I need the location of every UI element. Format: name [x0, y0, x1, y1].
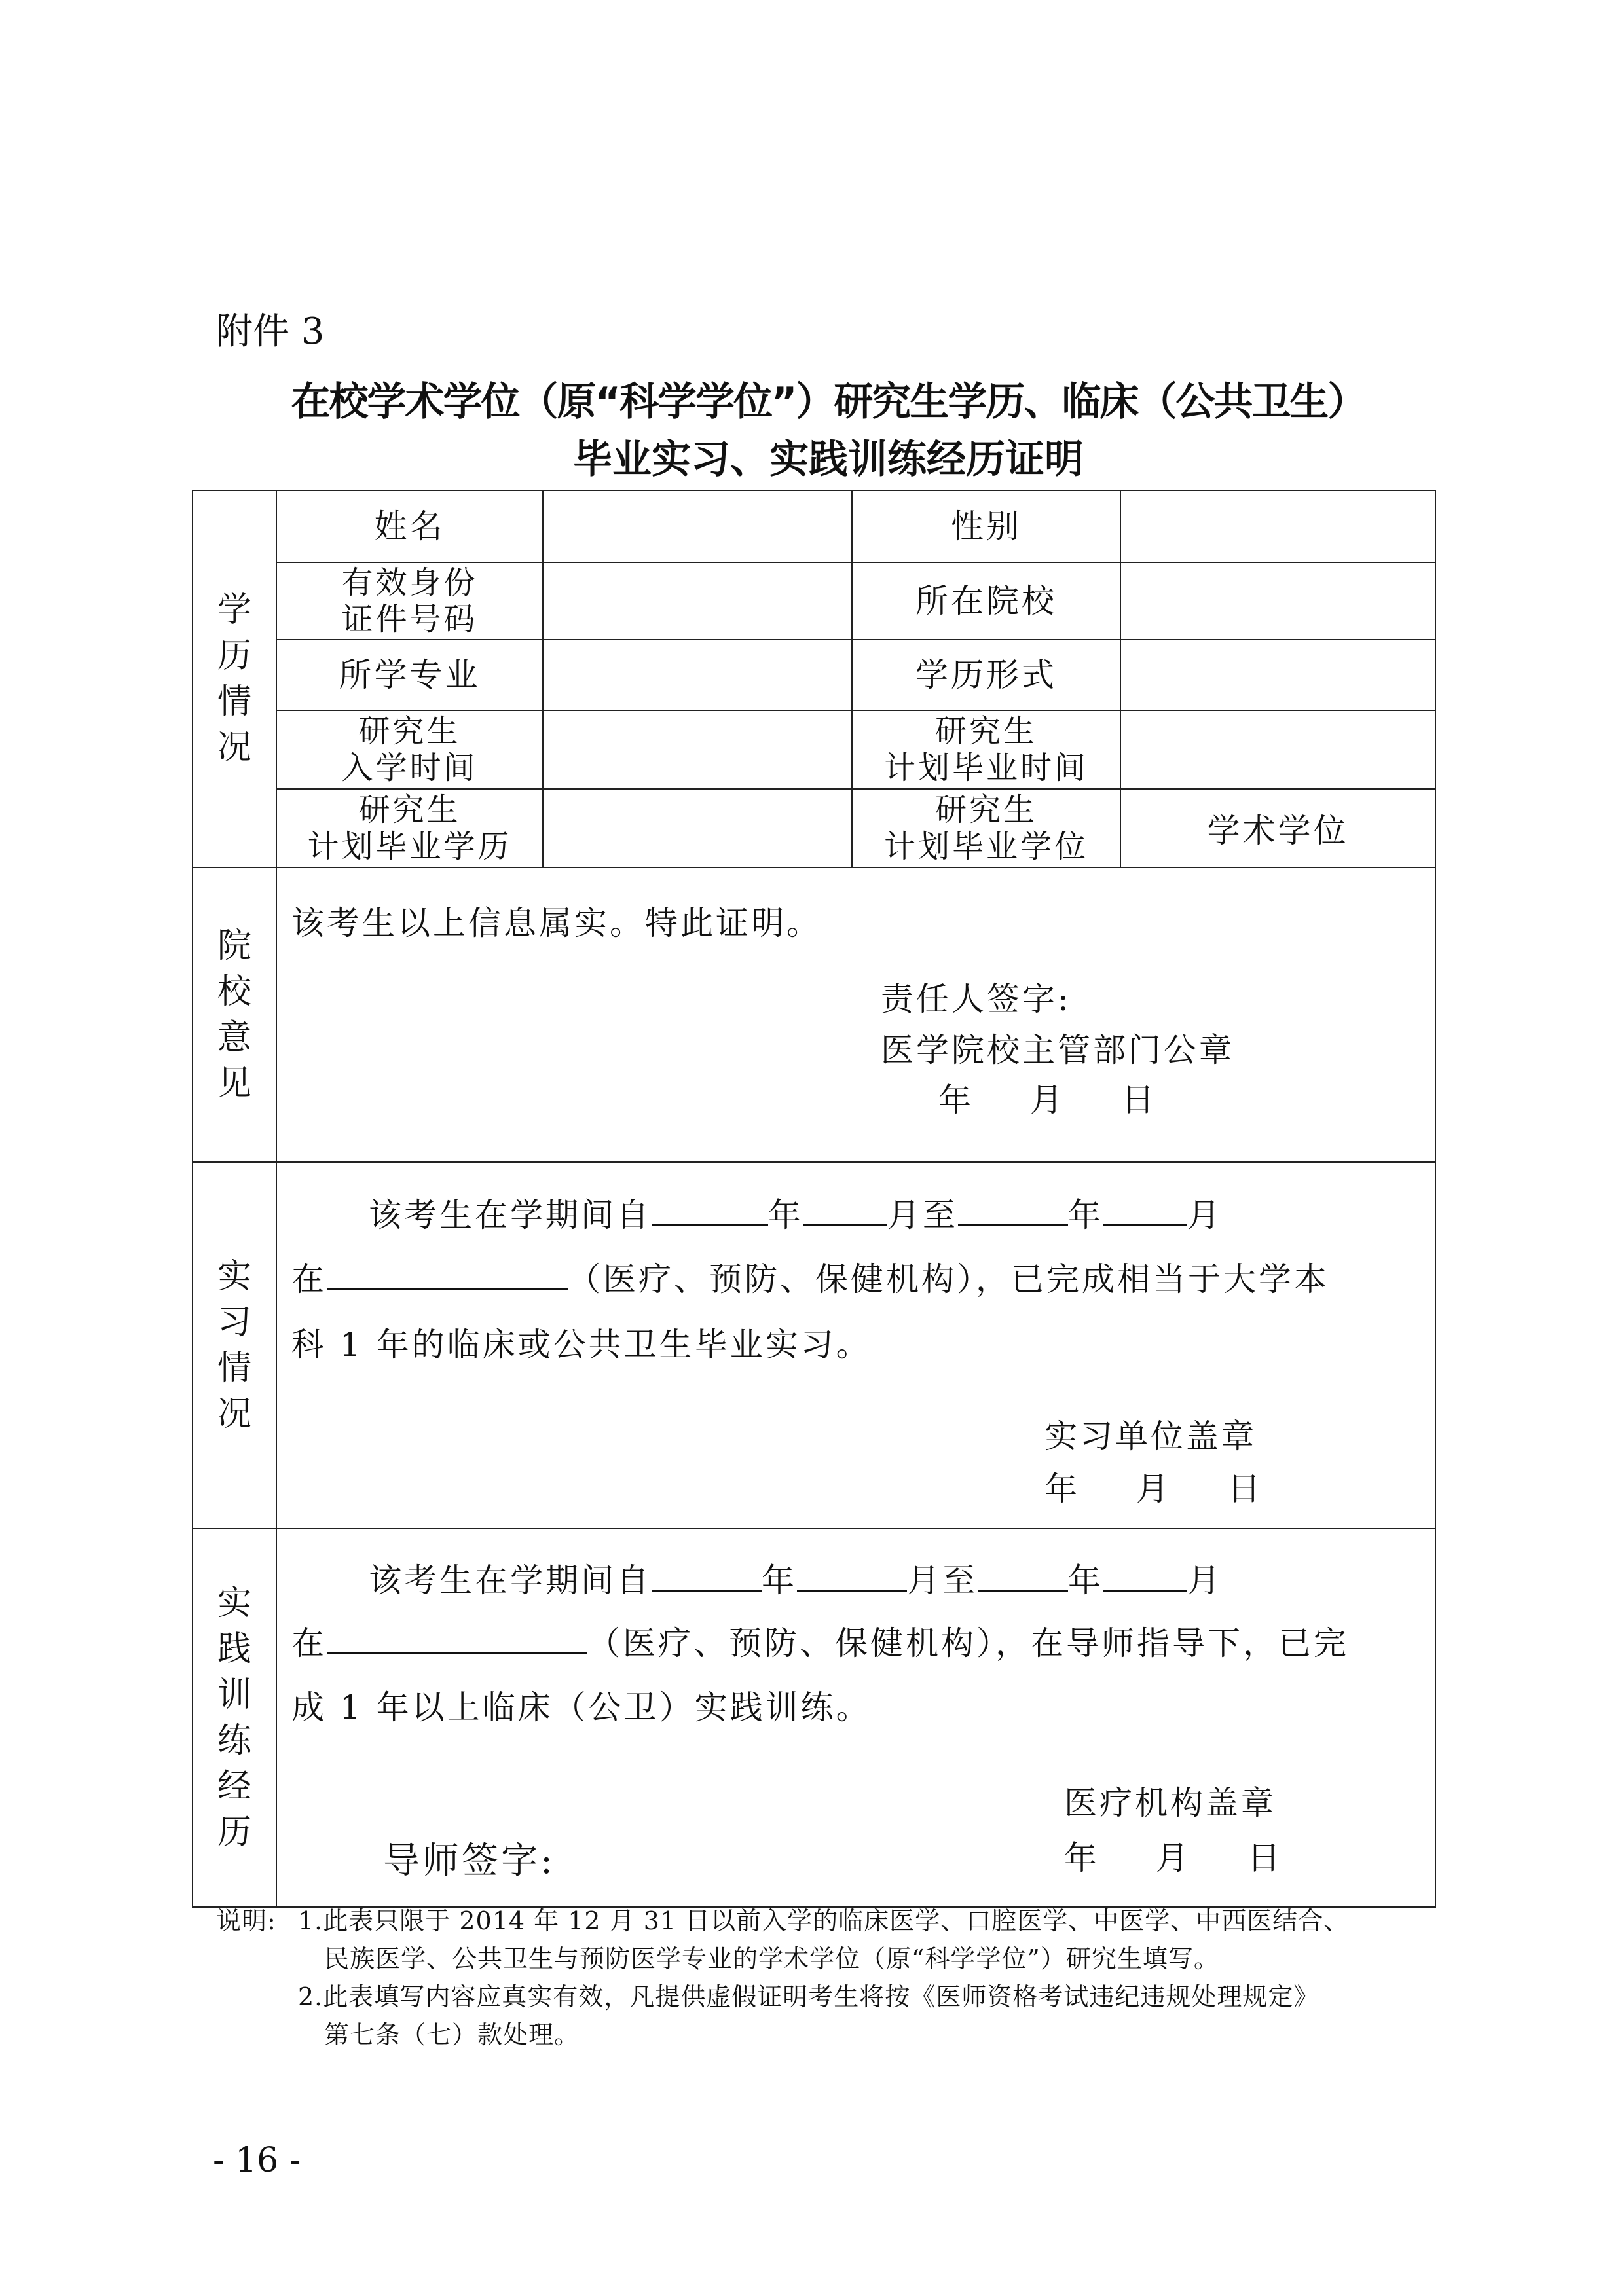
practice-period-line: 该考生在学期间自 年 月至 年 月 [369, 1561, 1223, 1599]
school-stamp-label: 医学院校主管部门公章 [881, 1031, 1234, 1069]
practice-section-label: 实践训练经历 [193, 1529, 276, 1907]
enrollment-time-label: 研究生 入学时间 [276, 710, 543, 789]
gender-label: 性别 [852, 490, 1120, 562]
practice-start-month-blank[interactable] [797, 1589, 907, 1592]
internship-section-label: 实习情况 [193, 1162, 276, 1529]
planned-degree-value: 学术学位 [1120, 789, 1435, 867]
id-number-field[interactable] [543, 562, 852, 640]
internship-stamp-label: 实习单位盖章 [1044, 1417, 1257, 1455]
practice-description: 成 1 年以上临床（公卫）实践训练。 [291, 1688, 872, 1726]
practice-end-month-blank[interactable] [1103, 1589, 1187, 1592]
practice-stamp-label: 医疗机构盖章 [1064, 1784, 1276, 1822]
note-2-line-1: 2.此表填写内容应真实有效，凡提供虚假证明考生将按《医师资格考试违纪违规处理规定》 [298, 1982, 1320, 2011]
page-number: - 16 - [213, 2141, 301, 2180]
education-form-field[interactable] [1120, 640, 1435, 710]
internship-date: 年 月 日 [1044, 1470, 1266, 1508]
document-title [216, 373, 1441, 488]
planned-degree-label: 研究生 计划毕业学位 [852, 789, 1120, 867]
school-opinion-statement: 该考生以上信息属实。特此证明。 [291, 904, 822, 942]
practice-cell [276, 1529, 1435, 1907]
note-1-line-2: 民族医学、公共卫生与预防医学专业的学术学位（原“科学学位”）研究生填写。 [324, 1944, 1219, 1973]
practice-end-year-blank[interactable] [978, 1589, 1068, 1592]
internship-institution-blank[interactable] [327, 1288, 568, 1290]
planned-graduation-time-label: 研究生 计划毕业时间 [852, 710, 1120, 789]
major-label: 所学专业 [276, 640, 543, 710]
notes-prefix: 说明: [216, 1906, 276, 1935]
practice-start-year-blank[interactable] [652, 1589, 762, 1592]
education-section-label: 学历情况 [193, 490, 276, 867]
internship-period-line: 该考生在学期间自 年 月至 年 月 [369, 1196, 1223, 1234]
school-field[interactable] [1120, 562, 1435, 640]
practice-institution-line: 在 （医疗、预防、保健机构），在导师指导下，已完 [291, 1624, 1349, 1662]
internship-start-month-blank[interactable] [803, 1224, 887, 1226]
internship-start-year-blank[interactable] [652, 1224, 768, 1226]
school-opinion-cell [276, 867, 1435, 1162]
name-label: 姓名 [276, 490, 543, 562]
major-field[interactable] [543, 640, 852, 710]
title-line-1: 在校学术学位（原“科学学位”）研究生学历、临床（公共卫生） [291, 379, 1366, 425]
planned-graduation-time-field[interactable] [1120, 710, 1435, 789]
school-opinion-section-label: 院校意见 [193, 867, 276, 1162]
internship-institution-line: 在 （医疗、预防、保健机构），已完成相当于大学本 [291, 1260, 1329, 1298]
note-1-line-1: 1.此表只限于 2014 年 12 月 31 日以前入学的临床医学、口腔医学、中医学、中西医结合、 [298, 1906, 1350, 1935]
education-form-label: 学历形式 [852, 640, 1120, 710]
note-2-line-2: 第七条（七）款处理。 [324, 2020, 580, 2049]
internship-cell [276, 1162, 1435, 1529]
responsible-signature-label: 责任人签字: [881, 980, 1071, 1018]
internship-description: 科 1 年的临床或公共卫生毕业实习。 [291, 1326, 872, 1364]
planned-education-label: 研究生 计划毕业学历 [276, 789, 543, 867]
school-label: 所在院校 [852, 562, 1120, 640]
title-line-2: 毕业实习、实践训练经历证明 [573, 437, 1084, 483]
internship-end-year-blank[interactable] [958, 1224, 1068, 1226]
practice-institution-blank[interactable] [327, 1652, 587, 1654]
certificate-form [192, 490, 1436, 1908]
gender-field[interactable] [1120, 490, 1435, 562]
id-number-label: 有效身份 证件号码 [276, 562, 543, 640]
internship-end-month-blank[interactable] [1103, 1224, 1187, 1226]
school-opinion-date: 年 月 日 [938, 1081, 1160, 1119]
attachment-label: 附件 3 [216, 310, 325, 353]
name-field[interactable] [543, 490, 852, 562]
enrollment-time-field[interactable] [543, 710, 852, 789]
practice-date: 年 月 日 [1064, 1839, 1285, 1877]
mentor-signature-label: 导师签字: [383, 1840, 555, 1882]
planned-education-field[interactable] [543, 789, 852, 867]
